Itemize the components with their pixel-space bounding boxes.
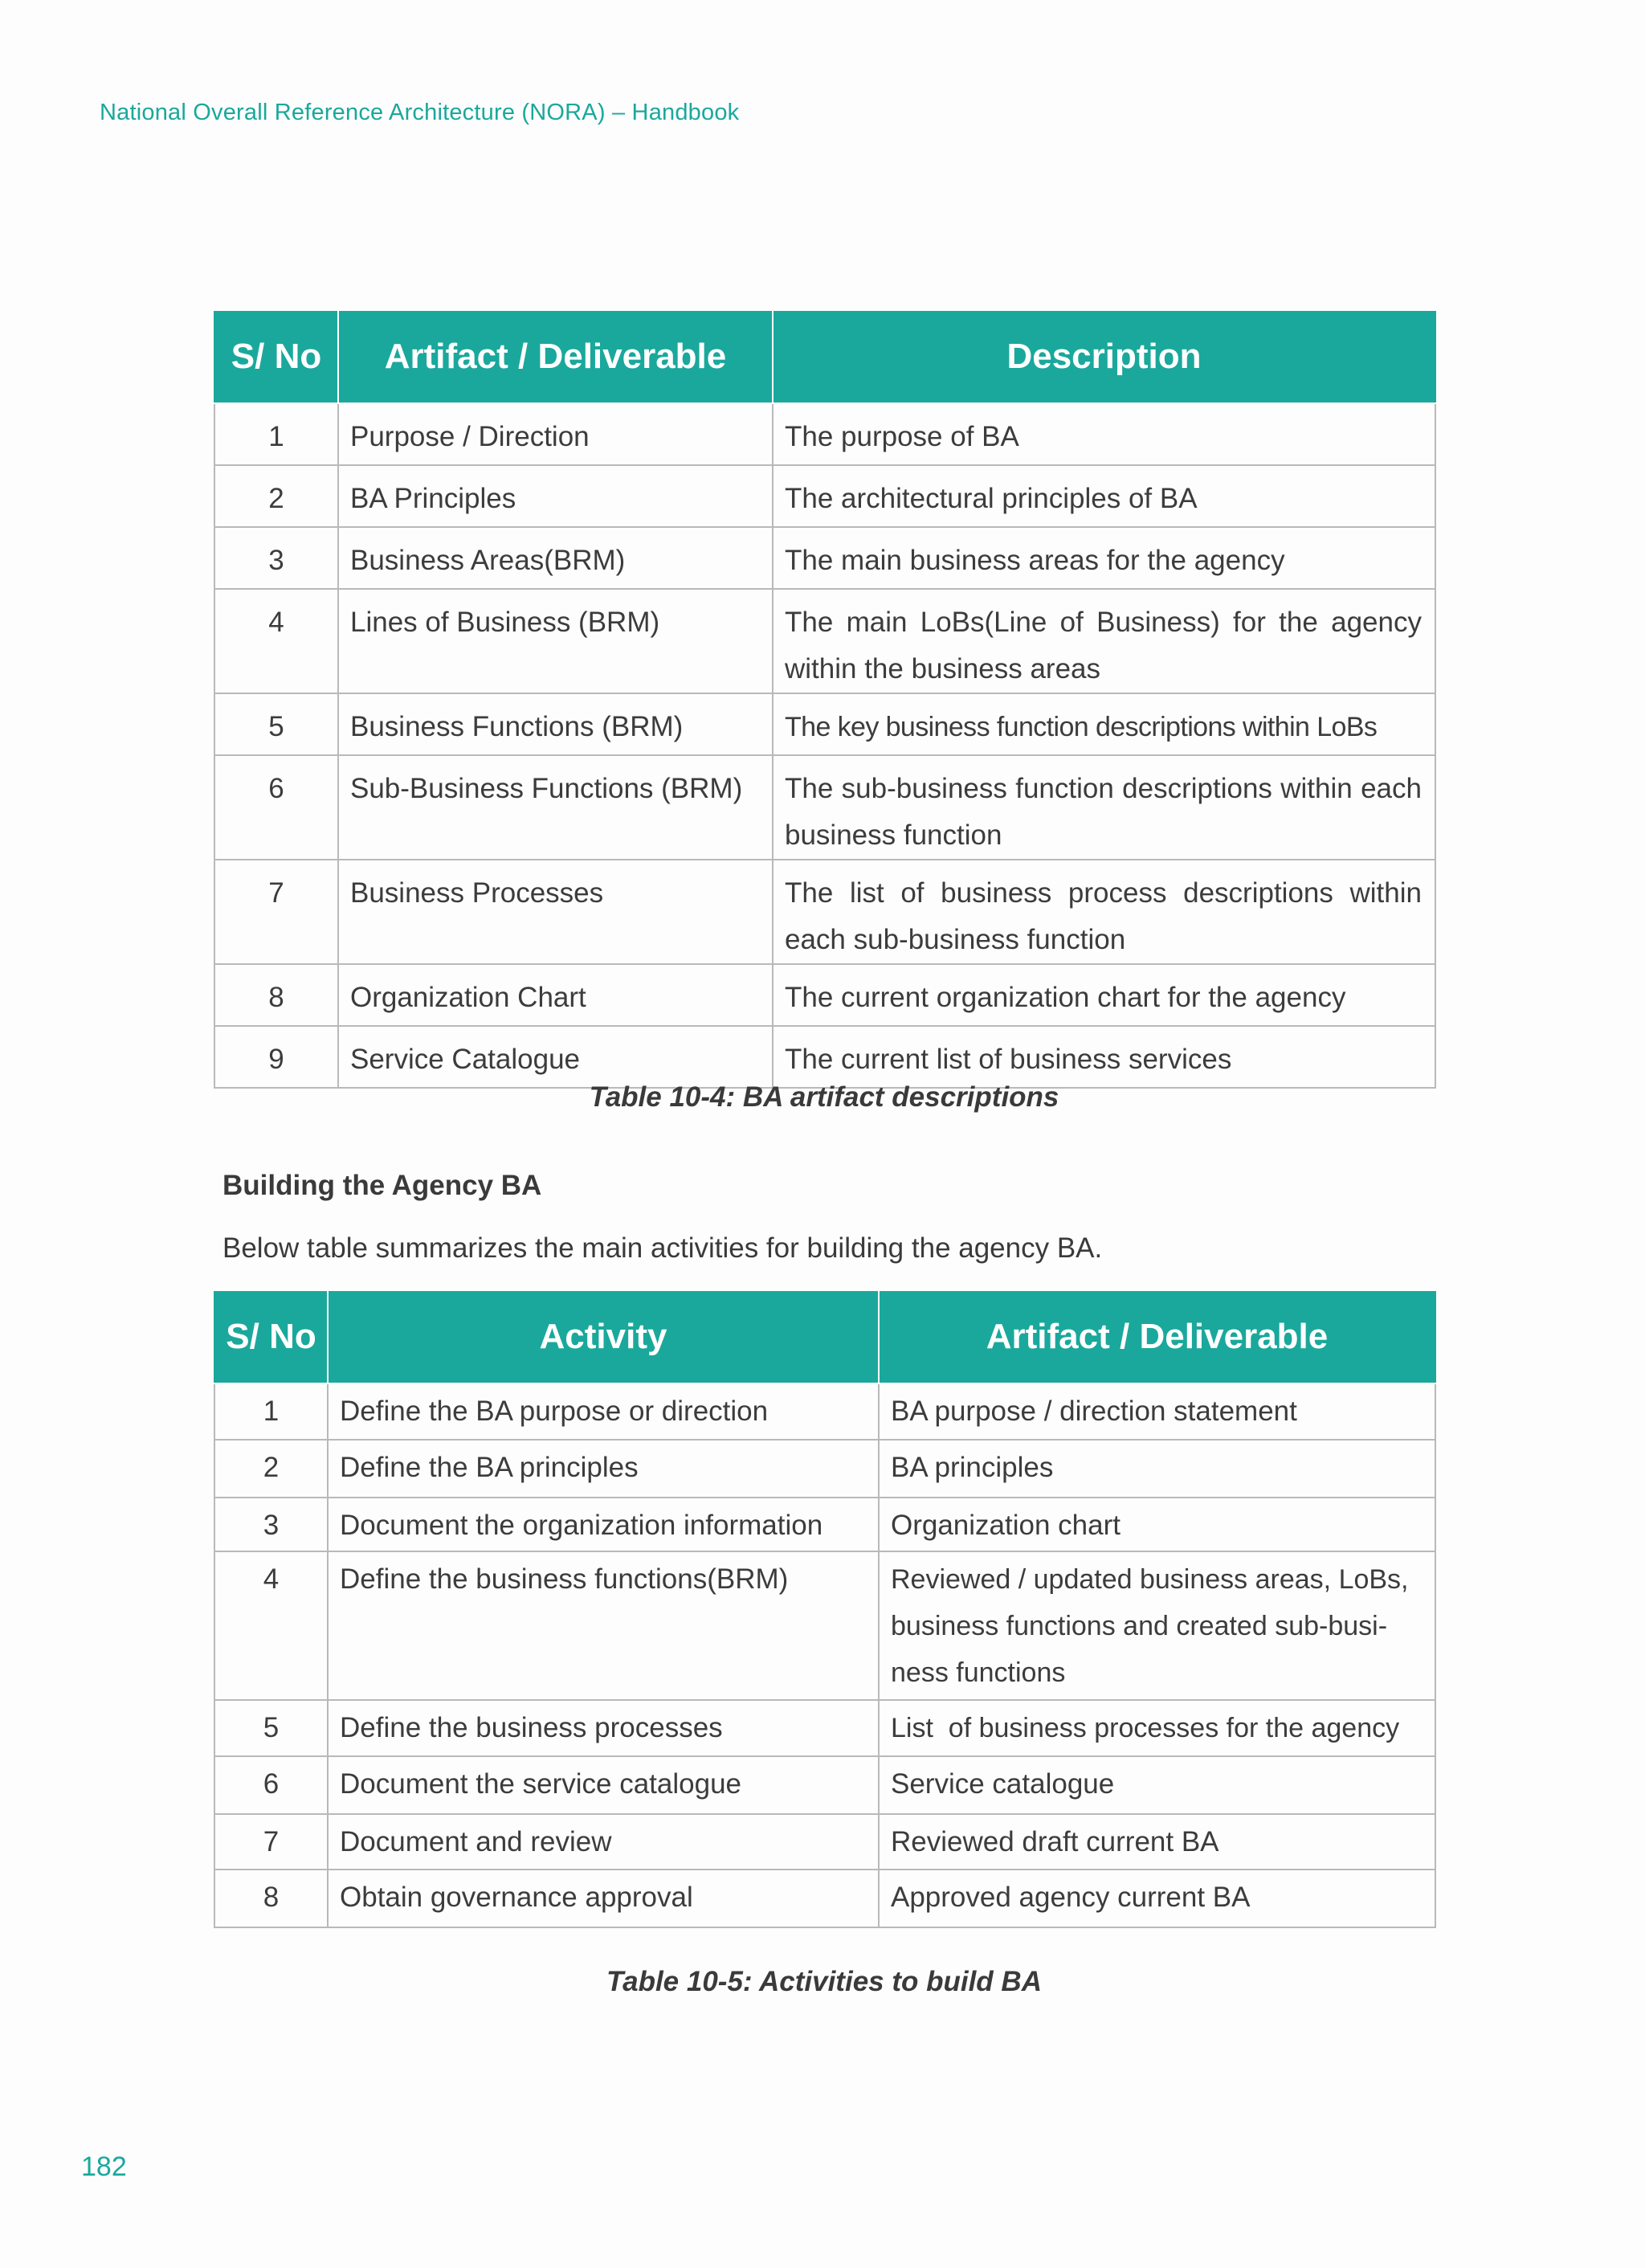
table-row	[214, 1498, 1435, 1551]
artifact-cell: Organization chart	[879, 1498, 1435, 1551]
artifact-cell: Purpose / Direction	[338, 403, 773, 465]
table-caption: Table 10-5: Activities to build BA	[606, 1966, 1042, 1997]
row-number: 5	[214, 693, 338, 755]
row-number: 1	[214, 403, 338, 465]
row-number: 4	[214, 589, 338, 693]
table-row	[214, 693, 1435, 755]
activity-cell: Define the business functions(BRM)	[328, 1551, 879, 1700]
row-number: 8	[214, 1870, 328, 1927]
description-cell: The purpose of BA	[773, 403, 1435, 465]
column-header-artifact: Artifact / Deliverable	[338, 311, 773, 403]
table-row	[214, 1551, 1435, 1700]
artifact-cell: Lines of Business (BRM)	[338, 589, 773, 693]
artifact-cell: Approved agency current BA	[879, 1870, 1435, 1927]
column-header-activity: Activity	[328, 1291, 879, 1383]
artifact-cell: Reviewed / updated business areas, LoBs, business functions and created sub-busi-ness functions	[879, 1551, 1435, 1700]
table-row	[214, 589, 1435, 693]
activities-table	[214, 1291, 1436, 1928]
table-row	[214, 1756, 1435, 1814]
description-cell: The current organization chart for the agency	[773, 964, 1435, 1026]
column-header-description: Description	[773, 311, 1435, 403]
artifact-cell: Business Areas(BRM)	[338, 527, 773, 589]
activity-cell: Define the BA principles	[328, 1440, 879, 1498]
activity-cell: Document the organization information	[328, 1498, 879, 1551]
page-number: 182	[81, 2152, 127, 2182]
row-number: 5	[214, 1700, 328, 1756]
activity-cell: Obtain governance approval	[328, 1870, 879, 1927]
artifact-cell: Service Catalogue	[338, 1026, 773, 1088]
table-row	[214, 465, 1435, 527]
table-row	[214, 403, 1435, 465]
table-row	[214, 860, 1435, 964]
table-row	[214, 1700, 1435, 1756]
artifact-cell: Reviewed draft current BA	[879, 1814, 1435, 1870]
section-heading: Building the Agency BA	[222, 1170, 542, 1201]
artifact-description-table	[214, 311, 1436, 1089]
activity-cell: Document and review	[328, 1814, 879, 1870]
row-number: 4	[214, 1551, 328, 1700]
description-cell: The main LoBs(Line of Business) for the agency within the business areas	[773, 589, 1435, 693]
table-row	[214, 1026, 1435, 1088]
row-number: 3	[214, 1498, 328, 1551]
table-caption: Table 10-4: BA artifact descriptions	[589, 1081, 1059, 1113]
description-cell: The main business areas for the agency	[773, 527, 1435, 589]
artifact-cell: BA principles	[879, 1440, 1435, 1498]
table-row	[214, 1814, 1435, 1870]
row-number: 3	[214, 527, 338, 589]
table-row	[214, 1870, 1435, 1927]
row-number: 2	[214, 465, 338, 527]
artifact-cell: Sub-Business Functions (BRM)	[338, 755, 773, 860]
row-number: 6	[214, 1756, 328, 1814]
row-number: 1	[214, 1383, 328, 1440]
artifact-cell: Service catalogue	[879, 1756, 1435, 1814]
column-header-sno: S/ No	[214, 311, 338, 403]
column-header-sno: S/ No	[214, 1291, 328, 1383]
column-header-artifact: Artifact / Deliverable	[879, 1291, 1435, 1383]
activity-cell: Define the BA purpose or direction	[328, 1383, 879, 1440]
row-number: 7	[214, 860, 338, 964]
artifact-cell: BA purpose / direction statement	[879, 1383, 1435, 1440]
activity-cell: Document the service catalogue	[328, 1756, 879, 1814]
table-row	[214, 527, 1435, 589]
description-cell: The architectural principles of BA	[773, 465, 1435, 527]
row-number: 7	[214, 1814, 328, 1870]
description-cell: The key business function descriptions within LoBs	[773, 693, 1435, 755]
running-header: National Overall Reference Architecture (NORA) – Handbook	[100, 100, 740, 125]
table-row	[214, 1383, 1435, 1440]
artifact-cell: Organization Chart	[338, 964, 773, 1026]
description-cell: The list of business process descriptions within each sub-business function	[773, 860, 1435, 964]
artifact-cell: Business Functions (BRM)	[338, 693, 773, 755]
description-cell: The sub-business function descriptions within each business function	[773, 755, 1435, 860]
artifact-cell: List of business processes for the agency	[879, 1700, 1435, 1756]
row-number: 2	[214, 1440, 328, 1498]
activity-cell: Define the business processes	[328, 1700, 879, 1756]
artifact-cell: BA Principles	[338, 465, 773, 527]
table-row	[214, 1440, 1435, 1498]
table-row	[214, 964, 1435, 1026]
artifact-cell: Business Processes	[338, 860, 773, 964]
row-number: 9	[214, 1026, 338, 1088]
table-row	[214, 755, 1435, 860]
intro-paragraph: Below table summarizes the main activities for building the agency BA.	[222, 1232, 1103, 1264]
row-number: 6	[214, 755, 338, 860]
row-number: 8	[214, 964, 338, 1026]
description-cell: The current list of business services	[773, 1026, 1435, 1088]
